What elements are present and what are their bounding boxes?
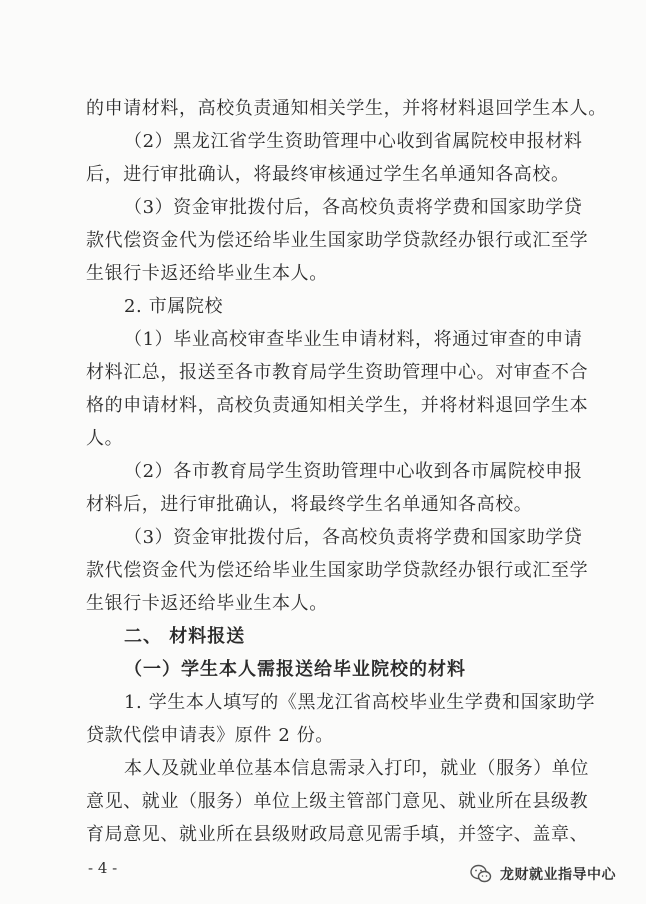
- wechat-icon: [470, 864, 492, 884]
- text-line: 本人及就业单位基本信息需录入打印，就业（服务）单位: [124, 758, 589, 779]
- section-heading: 二、 材料报送: [124, 626, 246, 647]
- text-line: 生银行卡返还给毕业生本人。: [86, 263, 328, 284]
- text-line: （2）各市教育局学生资助管理中心收到各市属院校申报: [124, 461, 583, 482]
- text-line: 人。: [86, 428, 124, 449]
- section-subheading: 2. 市属院校: [124, 296, 224, 317]
- text-line: 材料汇总，报送至各市教育局学生资助管理中心。对审查不合: [86, 362, 589, 383]
- page-number: - 4 -: [88, 859, 118, 877]
- watermark: [470, 862, 616, 886]
- section-subheading: （一）学生本人需报送给毕业院校的材料: [124, 659, 466, 680]
- text-line: （2）黑龙江省学生资助管理中心收到省属院校申报材料: [124, 131, 583, 152]
- text-line: 生银行卡返还给毕业生本人。: [86, 593, 328, 614]
- text-line: 款代偿资金代为偿还给毕业生国家助学贷款经办银行或汇至学: [86, 560, 589, 581]
- text-line: （3）资金审批拨付后，各高校负责将学费和国家助学贷: [124, 197, 583, 218]
- text-line: 贷款代偿申请表》原件 2 份。: [86, 725, 334, 746]
- text-line: （1）毕业高校审查毕业生申请材料，将通过审查的申请: [124, 329, 583, 350]
- text-line: （3）资金审批拨付后，各高校负责将学费和国家助学贷: [124, 527, 583, 548]
- text-line: 材料后，进行审批确认，将最终学生名单通知各高校。: [86, 494, 533, 515]
- watermark-text: 龙财就业指导中心: [500, 867, 616, 883]
- text-line: 款代偿资金代为偿还给毕业生国家助学贷款经办银行或汇至学: [86, 230, 589, 251]
- text-line: 意见、就业（服务）单位上级主管部门意见、就业所在县级教: [86, 791, 589, 812]
- text-line: 后，进行审批确认，将最终审核通过学生名单通知各高校。: [86, 164, 570, 185]
- text-line: 的申请材料，高校负责通知相关学生，并将材料退回学生本人。: [86, 98, 607, 119]
- text-line: 格的申请材料，高校负责通知相关学生，并将材料退回学生本: [86, 395, 589, 416]
- text-line: 1. 学生本人填写的《黑龙江省高校毕业生学费和国家助学: [124, 692, 596, 713]
- text-line: 育局意见、就业所在县级财政局意见需手填，并签字、盖章、: [86, 824, 589, 845]
